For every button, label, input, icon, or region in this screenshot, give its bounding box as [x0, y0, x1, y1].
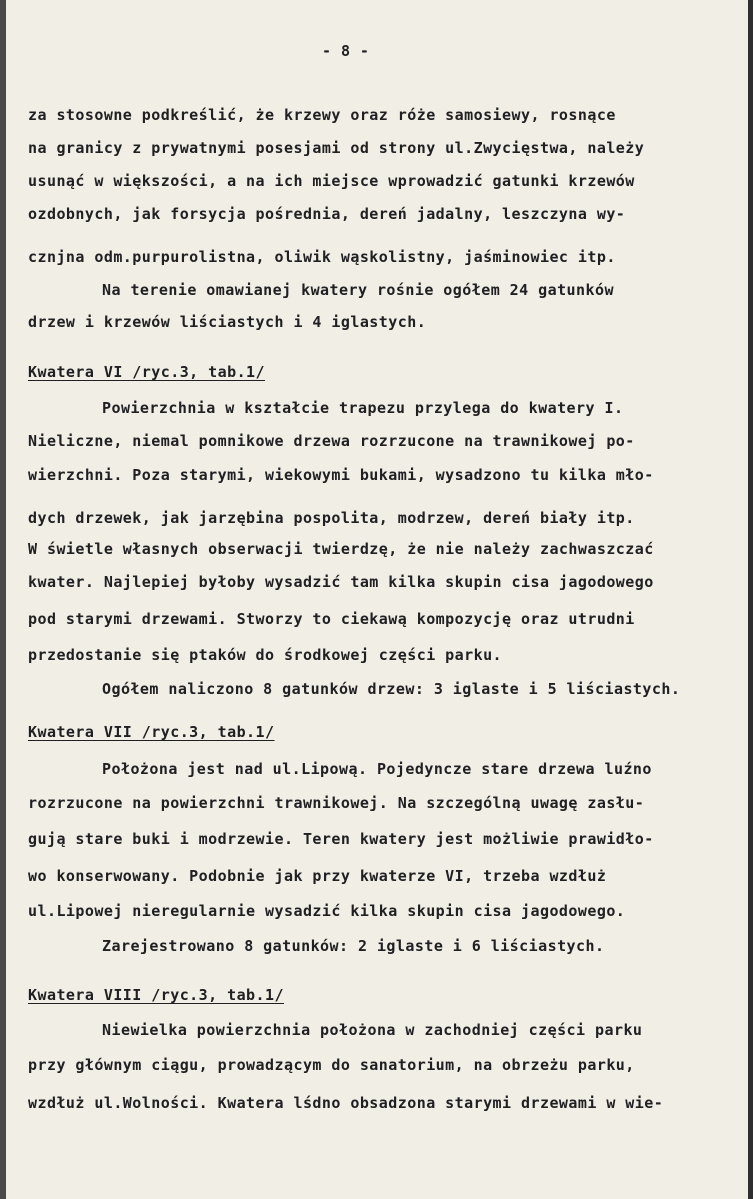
text-line: Położona jest nad ul.Lipową. Pojedyncze stare drzewa luźno — [102, 760, 652, 778]
text-line: wierzchni. Poza starymi, wiekowymi bukami, wysadzono tu kilka mło- — [28, 466, 654, 484]
text-line: kwater. Najlepiej byłoby wysadzić tam kilka skupin cisa jagodowego — [28, 573, 654, 591]
text-line: ozdobnych, jak forsycja pośrednia, dereń jadalny, leszczyna wy- — [28, 205, 626, 223]
text-line: Powierzchnia w kształcie trapezu przylega do kwatery I. — [102, 399, 624, 417]
text-line: wzdłuż ul.Wolności. Kwatera lśdno obsadzona starymi drzewami w wie- — [28, 1094, 664, 1112]
text-line: Zarejestrowano 8 gatunków: 2 iglaste i 6 liściastych. — [102, 937, 605, 955]
text-line: W świetle własnych obserwacji twierdzę, że nie należy zachwaszczać — [28, 540, 654, 558]
text-line: Niewielka powierzchnia położona w zachodniej części parku — [102, 1021, 643, 1039]
text-line: za stosowne podkreślić, że krzewy oraz róże samosiewy, rosnące — [28, 106, 616, 124]
text-line: ul.Lipowej nieregularnie wysadzić kilka skupin cisa jagodowego. — [28, 902, 626, 920]
page-number: - 8 - — [322, 42, 370, 60]
text-line: Na terenie omawianej kwatery rośnie ogółem 24 gatunków — [102, 281, 614, 299]
typewritten-page — [6, 0, 748, 1199]
text-line: Ogółem naliczono 8 gatunków drzew: 3 iglaste i 5 liściastych. — [102, 680, 681, 698]
text-line: rozrzucone na powierzchni trawnikowej. Na szczególną uwagę zasłu- — [28, 794, 645, 812]
section-heading: Kwatera VI /ryc.3, tab.1/ — [28, 363, 266, 381]
text-line: wo konserwowany. Podobnie jak przy kwaterze VI, trzeba wzdłuż — [28, 867, 607, 885]
text-line: gują stare buki i modrzewie. Teren kwatery jest możliwie prawidło- — [28, 830, 654, 848]
text-line: Nieliczne, niemal pomnikowe drzewa rozrzucone na trawnikowej po- — [28, 432, 635, 450]
text-line: cznjna odm.purpurolistna, oliwik wąskolistny, jaśminowiec itp. — [28, 248, 616, 266]
text-line: przedostanie się ptaków do środkowej części parku. — [28, 646, 503, 664]
section-heading: Kwatera VII /ryc.3, tab.1/ — [28, 723, 275, 741]
text-line: usunąć w większości, a na ich miejsce wprowadzić gatunki krzewów — [28, 172, 635, 190]
text-line: drzew i krzewów liściastych i 4 iglastych. — [28, 313, 427, 331]
text-line: na granicy z prywatnymi posesjami od strony ul.Zwycięstwa, należy — [28, 139, 645, 157]
scan-right-edge — [748, 0, 753, 1199]
section-heading: Kwatera VIII /ryc.3, tab.1/ — [28, 986, 284, 1004]
text-line: dych drzewek, jak jarzębina pospolita, modrzew, dereń biały itp. — [28, 509, 635, 527]
text-line: przy głównym ciągu, prowadzącym do sanatorium, na obrzeżu parku, — [28, 1056, 635, 1074]
text-line: pod starymi drzewami. Stworzy to ciekawą kompozycję oraz utrudni — [28, 610, 635, 628]
